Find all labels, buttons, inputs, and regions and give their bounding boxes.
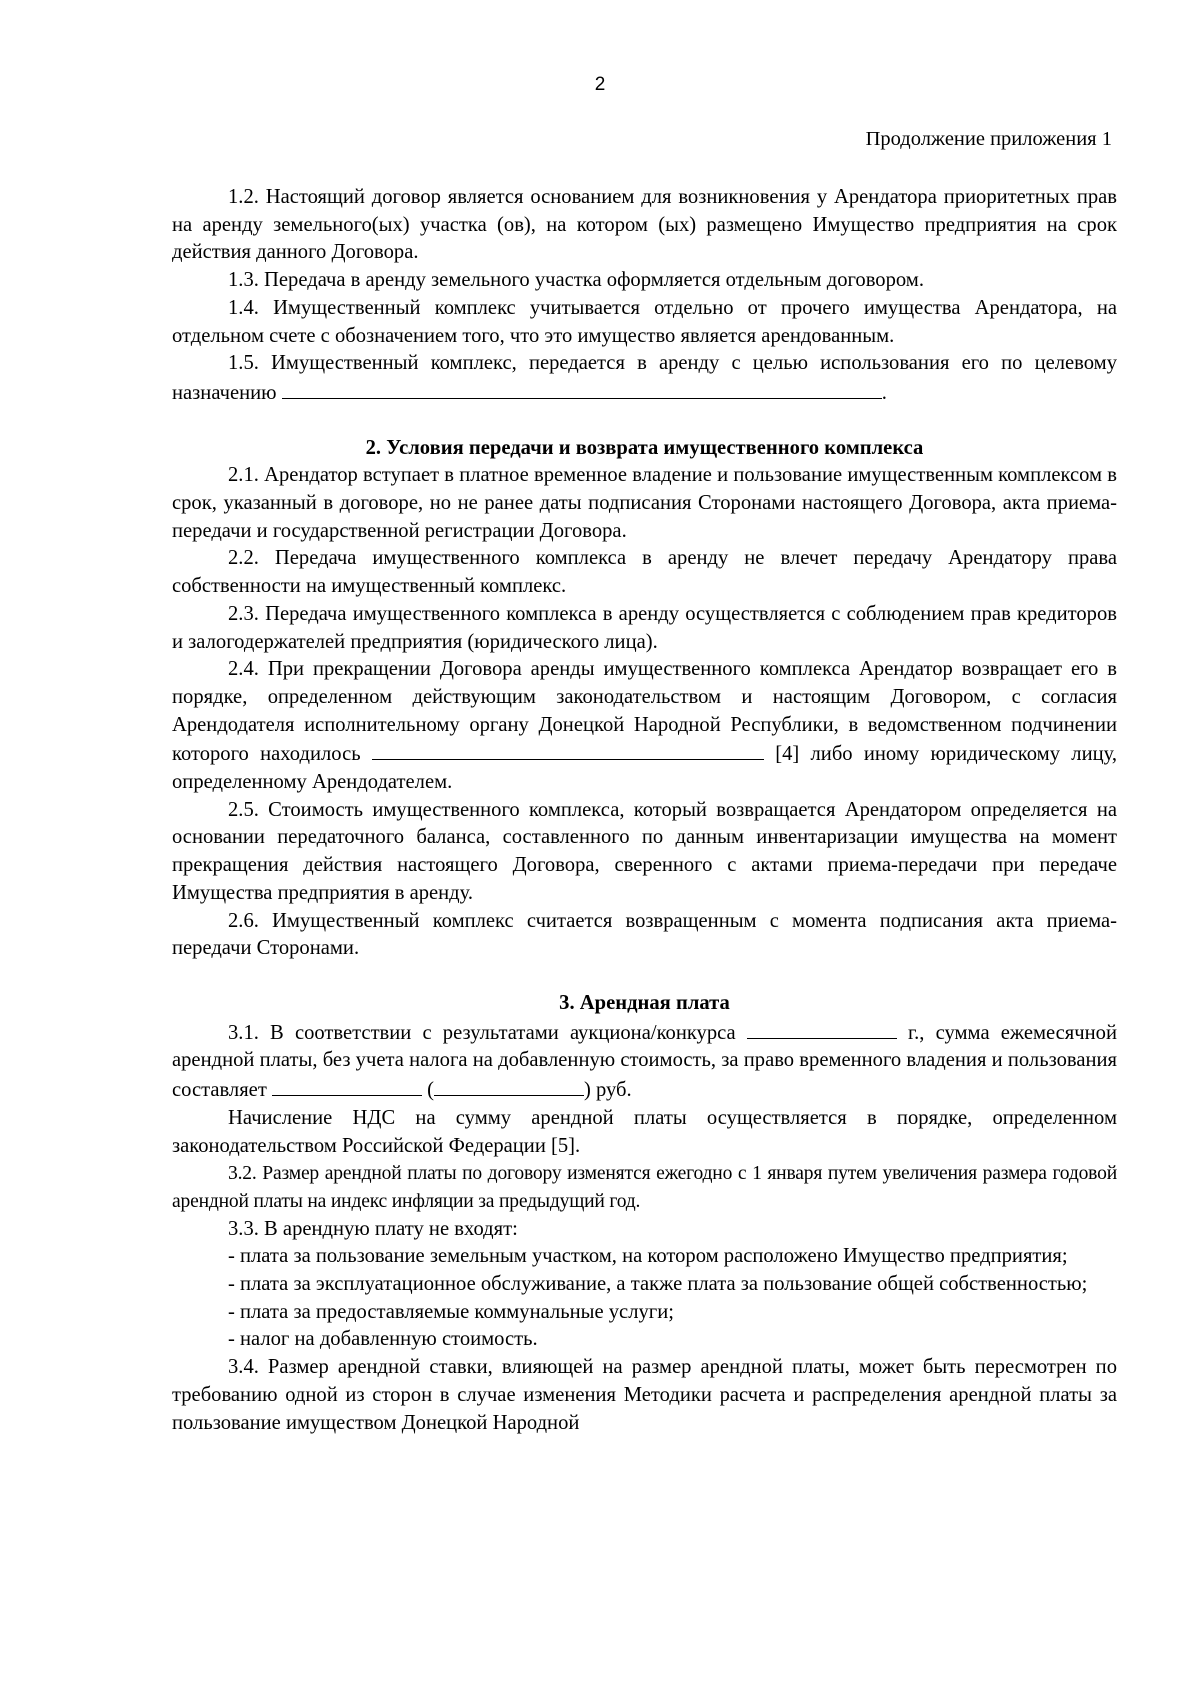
clause-1-5 (172, 350, 1117, 407)
clause-1-4: 1.4. Имущественный комплекс учитывается отдельно от прочего имущества Арендатора, на отдельном счете с обозначением того, что это имущество является арендованным. (172, 296, 1117, 347)
clause-3-1-text-2: г., сумма ежемесячной арендной платы, без учета налога на добавленную стоимость, за право временного владения и пользования составляет (172, 1021, 1117, 1102)
clause-2-6: 2.6. Имущественный комплекс считается возвращенным с момента подписания акта приема-передачи Сторонами. (172, 909, 1117, 960)
clause-1-5-end: . (881, 381, 887, 404)
clause-2-5: 2.5. Стоимость имущественного комплекса, который возвращается Арендатором определяется на основании передаточного баланса, составленного по данным инвентаризации имущества на момент прекращения действия настоящего Договора, сверенного с актами приема-передачи при передаче Имущества предприятия в аренду. (172, 798, 1117, 904)
purpose-blank (282, 378, 882, 399)
clause-1-2: 1.2. Настоящий договор является основанием для возникновения у Арендатора приоритетных прав на аренду земельного(ых) участка (ов), на котором (ых) размещено Имущество предприятия на срок действия данного Договора. (172, 186, 1117, 264)
clause-3-1 (172, 1018, 1117, 1105)
clause-2-4 (172, 656, 1117, 797)
document-body (172, 184, 1117, 1437)
clause-1-5-text: 1.5. Имущественный комплекс, передается в аренду с целью использования его по целевому назначению (172, 352, 1117, 404)
clause-2-4-end: [4] либо иному юридическому лицу, определенному Арендодателем. (172, 743, 1117, 794)
list-item: - налог на добавленную стоимость. (228, 1328, 538, 1351)
list-item: - плата за эксплуатационное обслуживание, а также плата за пользование общей собственностью; (228, 1273, 1088, 1296)
auction-date-blank (747, 1018, 897, 1039)
rent-amount-words-blank (434, 1075, 584, 1096)
appendix-note: Продолжение приложения 1 (865, 128, 1112, 150)
section-3-title: 3. Арендная плата (559, 991, 730, 1014)
page-number: 2 (594, 74, 606, 95)
clause-3-1-paren-open: ( (427, 1079, 434, 1102)
list-item: - плата за пользование земельным участком, на котором расположено Имущество предприятия; (228, 1245, 1068, 1268)
clause-3-1-currency: ) руб. (584, 1079, 632, 1102)
clause-3-4: 3.4. Размер арендной ставки, влияющей на размер арендной платы, может быть пересмотрен по требованию одной из сторон в случае изменения Методики расчета и распределения арендной платы за пользование имуществом Донецкой Народной (172, 1356, 1117, 1434)
clause-3-3: 3.3. В арендную плату не входят: (228, 1217, 518, 1240)
clause-3-1-text: 3.1. В соответствии с результатами аукциона/конкурса (228, 1021, 736, 1044)
section-2-title: 2. Условия передачи и возврата имущественного комплекса (365, 436, 924, 459)
vat-note: Начисление НДС на сумму арендной платы осуществляется в порядке, определенном законодательством Российской Федерации [5]. (172, 1106, 1117, 1157)
clause-1-3: 1.3. Передача в аренду земельного участка оформляется отдельным договором. (228, 269, 924, 292)
rent-amount-blank (272, 1075, 422, 1096)
clause-2-3: 2.3. Передача имущественного комплекса в аренду осуществляется с соблюдением прав кредиторов и залогодержателей предприятия (юридического лица). (172, 602, 1117, 653)
clause-2-4-text: 2.4. При прекращении Договора аренды имущественного комплекса Арендатор возвращает его в порядке, определенном действующим законодательством и настоящим Договором, с согласия Арендодателя исполнительному органу Донецкой Народной Республики, в ведомственном подчинении которого находилось (172, 658, 1117, 766)
list-item: - плата за предоставляемые коммунальные услуги; (228, 1300, 674, 1323)
clause-3-2: 3.2. Размер арендной платы по договору изменятся ежегодно с 1 января путем увеличения размера годовой арендной платы на индекс инфляции за предыдущий год. (172, 1163, 1117, 1212)
authority-blank (372, 739, 764, 760)
clause-2-2: 2.2. Передача имущественного комплекса в аренду не влечет передачу Арендатору права собственности на имущественный комплекс. (172, 547, 1117, 598)
clause-2-1: 2.1. Арендатор вступает в платное временное владение и пользование имущественным комплексом в срок, указанный в договоре, но не ранее даты подписания Сторонами настоящего Договора, акта приема-передачи и государственной регистрации Договора. (172, 464, 1117, 542)
